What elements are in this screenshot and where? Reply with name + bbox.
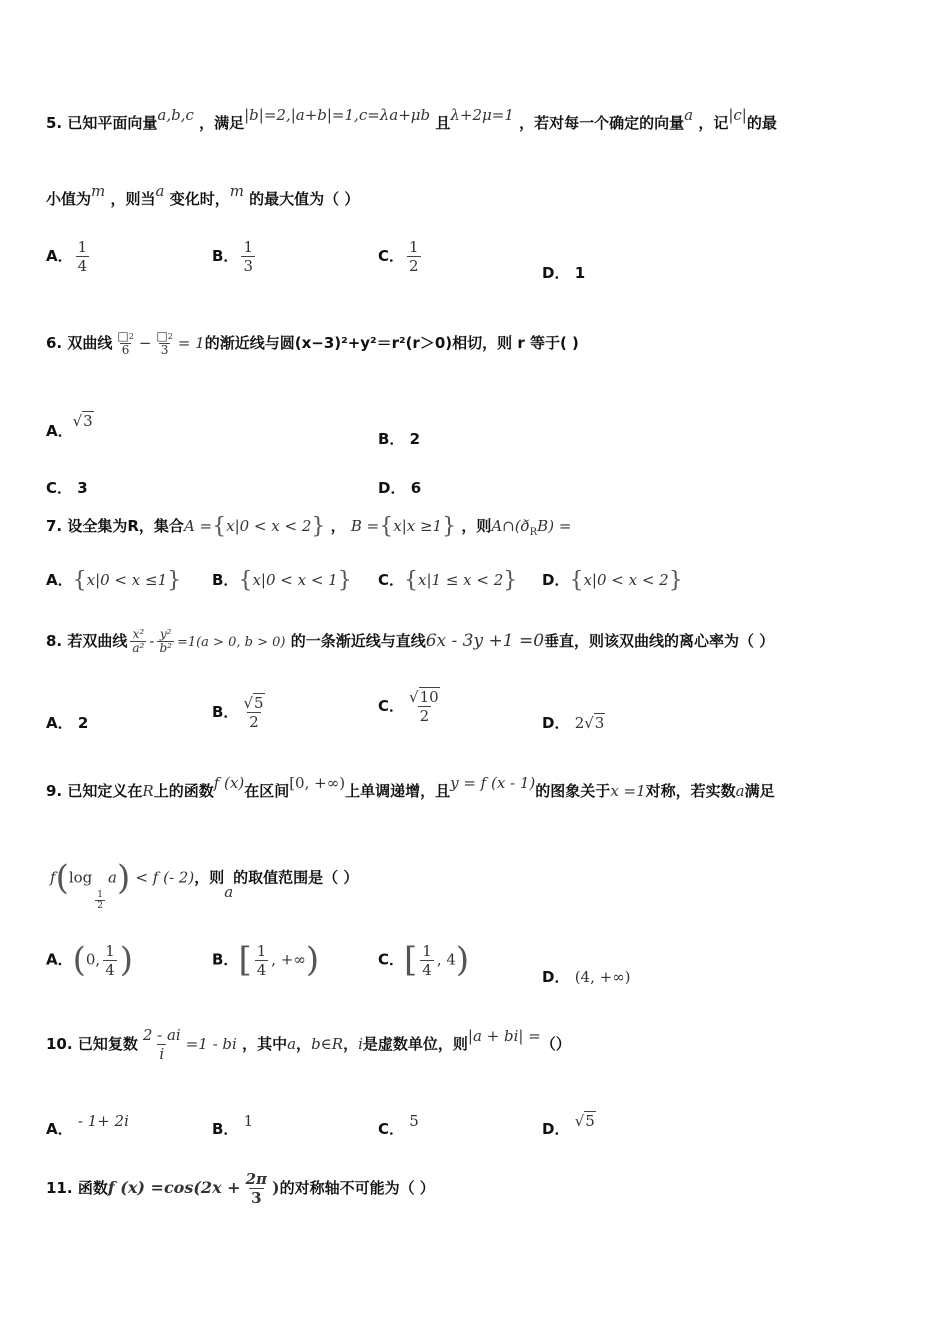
option-value: 1 [574,264,586,282]
question-text: 垂直，则该双曲线的离心率为（ ） [544,632,775,650]
option-label: A． [46,714,73,732]
subscript: R [529,527,538,538]
right-paren: ) [119,940,133,980]
math-expression: a [287,1035,297,1053]
fraction: $\frac{\text{x²}}{\text{a²}}$ [132,627,145,655]
option-label: C． [378,571,405,589]
left-brace: { [569,568,584,593]
right-brace: } [311,514,326,539]
question-number: 5. [46,114,63,132]
question-7 [46,514,571,539]
question-text: 的一条渐近线与直线 [290,632,426,650]
option-a[interactable] [46,412,94,441]
question-text: 的图象关于 [535,782,611,800]
question-text: 对称，若实数 [645,782,736,800]
fraction: $\frac{2\pi}{3}$ [245,1170,267,1207]
math-expression: a,b,c [157,106,194,124]
math-expression: A = [183,517,213,535]
option-label: D． [542,714,570,732]
fraction: $\frac{√5}{2}$ [243,694,264,731]
log: log [68,868,93,887]
question-number: 7. [46,517,63,535]
math-expression: =1 - bi [185,1035,237,1053]
option-label: D． [542,264,570,282]
option-value: x|0 < x < 1 [252,571,338,589]
question-10 [46,1026,571,1063]
math-expression: a [108,868,117,887]
right-paren: ) [455,940,470,980]
math-expression: B = [350,517,380,535]
math-operator: - [149,632,155,650]
option-c[interactable] [378,688,445,725]
math-expression: B) = [537,517,572,535]
question-text: 设全集为R，集合 [67,517,184,535]
question-text: ，则 [194,868,225,887]
option-d[interactable] [378,477,421,498]
set-builder: x|x ≥1 [393,517,443,535]
option-label: B． [212,950,239,969]
left-brace: { [212,514,227,539]
option-a[interactable] [46,568,181,593]
right-brace: } [167,568,182,593]
right-brace: } [442,514,457,539]
option-b[interactable] [212,694,270,731]
option-value: 2 [409,430,421,448]
option-c[interactable] [378,238,424,275]
question-text: ，则当 [110,190,156,208]
option-value: x|1 ≤ x < 2 [418,571,504,589]
question-number: 6. [46,334,63,352]
option-label: C． [378,950,405,969]
question-text: 若双曲线 [67,632,128,650]
question-text: 在区间 [244,782,290,800]
interval-part: , 4 [436,950,456,969]
math-expression: |a + bi| = [467,1027,541,1045]
question-6 [46,330,579,357]
question-text: 的最大值为（ ） [249,190,360,208]
option-b[interactable] [212,568,352,593]
question-text: 的最 [746,114,777,132]
right-paren: ) [116,858,131,898]
fraction: $\frac{√10}{2}$ [409,688,439,725]
fraction: $\frac{1}{4}$ [77,238,88,275]
left-brace: { [379,514,394,539]
math-expression: ) [272,1178,280,1197]
question-text: ，若对每一个确定的向量 [519,114,685,132]
square-root: √3 [72,412,93,430]
option-value: (4, +∞) [574,968,631,986]
option-value: x|0 < x ≤1 [86,571,168,589]
set-builder: x|0 < x < 2 [226,517,312,535]
option-b[interactable] [212,940,319,980]
question-text: 的取值范围是（ ） [233,868,359,887]
option-b[interactable] [212,1112,254,1139]
option-label: A． [46,422,73,440]
math-expression: a [224,882,234,901]
option-label: C． [378,697,405,715]
question-text: ，则 [461,517,492,535]
option-value: 5 [409,1112,419,1130]
question-text: 小值为 [46,190,92,208]
option-c[interactable] [378,1112,419,1139]
left-paren: ( [72,940,86,980]
fraction: $\frac{1}{4}$ [256,941,267,979]
option-a[interactable] [46,238,92,275]
fraction: $\frac{\text{y²}}{\text{b²}}$ [159,627,172,655]
option-d[interactable] [542,568,683,593]
math-expression: R [142,782,154,800]
option-label: D． [542,571,570,589]
interval-part: , +∞ [271,950,306,969]
left-brace: { [72,568,87,593]
option-label: A． [46,247,73,265]
math-expression: a [735,782,745,800]
question-number: 10. [46,1035,73,1053]
question-text: 已知定义在 [67,782,143,800]
question-number: 11. [46,1179,73,1197]
math-expression: y = f (x - 1) [450,774,536,792]
question-text: 满足 [744,782,775,800]
option-label: D． [378,479,406,497]
option-d[interactable] [542,262,585,283]
right-brace: } [337,568,352,593]
option-a[interactable] [46,940,133,980]
option-label: B． [212,1120,239,1138]
question-text: 上单调递增，且 [345,782,451,800]
question-5-line-2 [46,182,360,209]
option-c[interactable] [46,477,88,498]
option-a[interactable] [46,712,88,733]
math-expression: x =1 [610,782,646,800]
fraction-y-squared-over-3: $\frac{□^2}{3}$ [156,329,173,357]
math-expression: m [91,182,106,200]
left-bracket: [ [404,940,418,980]
option-value: 2 [77,714,89,732]
left-paren: ( [55,858,69,898]
question-text: 且 [435,114,451,132]
fraction: $\frac{1}{4}$ [422,941,432,979]
question-text: 双曲线 [67,334,113,352]
math-expression: m [229,182,244,200]
question-text: ， [296,1035,312,1053]
question-text: 已知复数 [77,1035,138,1053]
option-label: A． [46,950,73,969]
option-value: x|0 < x < 2 [583,571,669,589]
option-label: B． [212,247,239,265]
left-brace: { [238,568,253,593]
question-text: ，其中 [242,1035,288,1053]
question-text: 变化时， [169,190,230,208]
right-paren: ) [305,940,320,980]
option-label: A． [46,571,73,589]
math-expression: a [155,182,165,200]
question-5-line-1 [46,106,777,133]
option-c[interactable] [378,940,469,980]
option-label: B． [378,430,405,448]
option-label: B． [212,571,239,589]
option-c[interactable] [378,568,517,593]
math-expression: [0, +∞) [289,774,346,792]
left-bracket: [ [238,940,252,980]
math-expression: =1(a > 0, b > 0) [176,635,286,650]
question-9-line-1 [46,774,775,801]
option-value: 1 [243,1112,254,1130]
fraction: $\frac{1}{2}$ [409,238,419,275]
math-expression: f (x) [213,774,245,792]
question-text: ，记 [698,114,729,132]
math-expression: < f (- 2) [135,868,195,887]
math-expression: f (x) =cos(2x + [107,1178,241,1197]
question-text: 是虚数单位，则 [362,1035,468,1053]
option-value: 3 [77,479,88,497]
left-brace: { [404,568,419,593]
fraction: $\frac{1}{4}$ [105,941,115,979]
option-label: C． [378,1120,405,1138]
option-label: D． [542,968,570,986]
math-expression: − [138,334,152,352]
question-text: ， [330,517,346,535]
question-text: （） [540,1035,571,1053]
option-label: A． [46,1120,73,1138]
square-root: √5 [574,1112,595,1130]
question-text: 的渐近线与圆(x−3)²+y²＝r²(r＞0)相切，则 r 等于( ) [204,334,579,352]
question-text: ，满足 [199,114,245,132]
question-11 [46,1170,435,1207]
math-expression: i [358,1035,363,1053]
interval-part: 0, [85,950,101,969]
fraction: $\frac{1}{3}$ [243,238,253,275]
math-expression: A∩(ð [491,517,530,535]
question-number: 9. [46,782,63,800]
question-9-line-2 [50,858,358,911]
math-expression: |b|=2,|a+b|=1,c=λa+μb [244,106,431,124]
math-expression: = 1 [177,334,205,352]
option-label: B． [212,703,239,721]
fraction: $\frac{2 - ai}{i}$ [142,1026,181,1063]
option-label: C． [46,479,73,497]
question-text: 的对称轴不可能为（ ） [279,1179,435,1197]
option-b[interactable] [378,428,420,449]
question-text: ， [343,1035,359,1053]
fraction-x-squared-over-6: $\frac{□^2}{6}$ [117,329,134,357]
option-b[interactable] [212,238,258,275]
question-text: 函数 [77,1179,108,1197]
square-root: √3 [584,714,605,732]
option-d[interactable] [542,1112,596,1139]
option-value: - 1+ 2i [77,1112,129,1130]
question-number: 8. [46,632,63,650]
math-expression: f [50,868,56,887]
option-d[interactable] [542,966,631,987]
option-a[interactable] [46,1112,129,1139]
question-8 [46,628,774,655]
question-text: 已知平面向量 [67,114,158,132]
math-expression: b∈R [311,1035,344,1053]
question-text: 上的函数 [153,782,214,800]
math-expression: λ+2μ=1 [450,106,514,124]
option-value: 6 [410,479,422,497]
math-expression: |c| [728,106,747,124]
coefficient: 2 [574,714,585,732]
math-expression: a [684,106,694,124]
option-label: D． [542,1120,570,1138]
log-base-fraction: $\frac{1}{2}$ [97,889,103,911]
right-brace: } [668,568,683,593]
option-label: C． [378,247,405,265]
right-brace: } [503,568,518,593]
option-d[interactable] [542,712,605,733]
math-expression: 6x - 3y +1 =0 [425,631,545,651]
